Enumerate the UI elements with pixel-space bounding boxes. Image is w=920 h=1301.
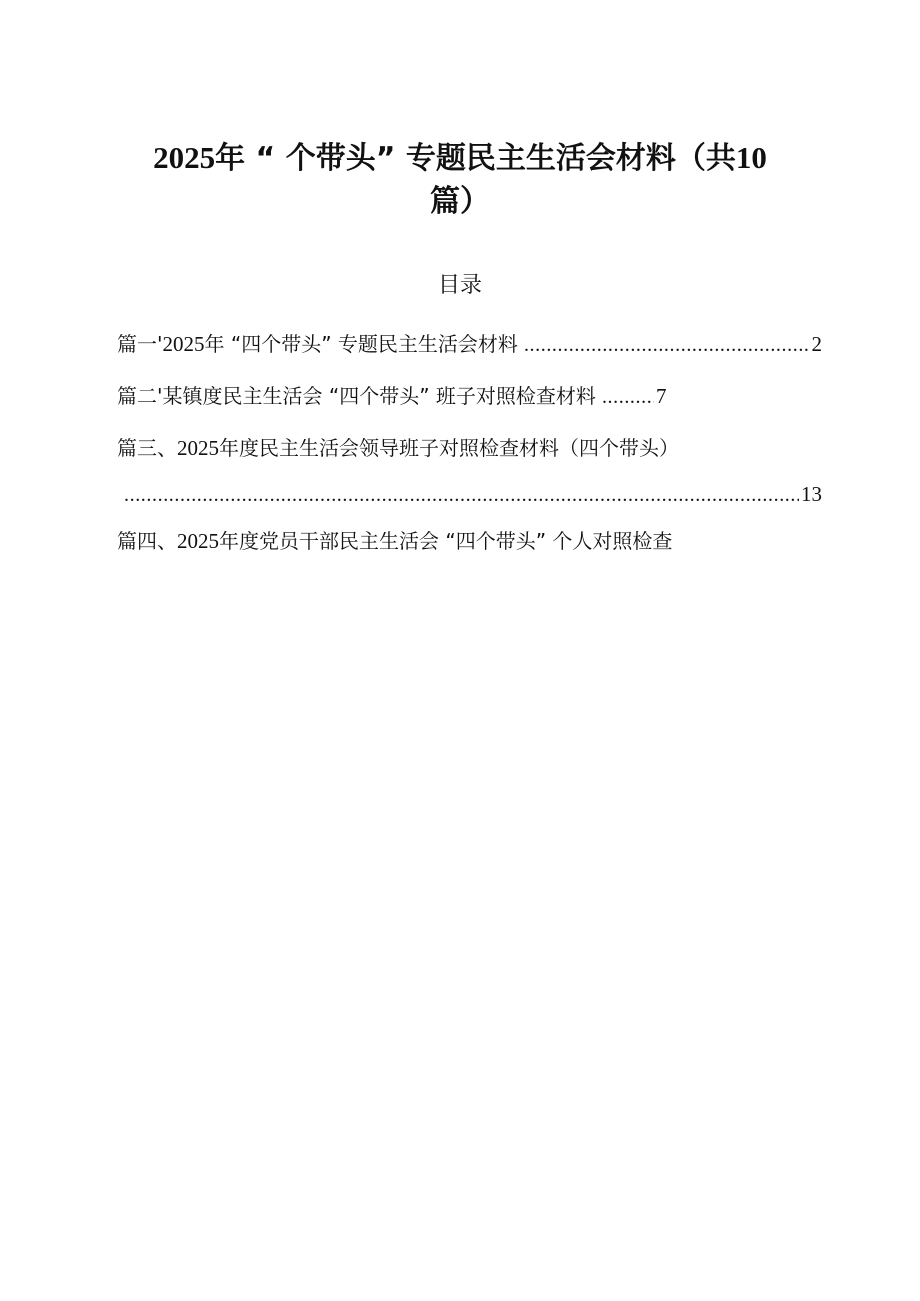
toc-entry-4-label: 篇四、2025年度党员干部民主生活会 “四个带头” 个人对照检查 [117,529,673,553]
toc-entry-2-label: 篇二'某镇度民主生活会 “四个带头” 班子对照检查材料 [117,384,596,408]
toc-leader-dots [602,379,654,414]
title-text-line2: 篇） [430,184,490,219]
toc-entry-3[interactable] [117,430,822,466]
title-count: 10 [735,140,767,175]
toc-entry-1-page: 2 [811,332,822,356]
toc-heading: 目录 [437,273,482,298]
toc-entry-4[interactable] [117,523,822,559]
toc-entry-1-label: 篇一'2025年 “四个带头” 专题民主生活会材料 [117,332,518,356]
document-title-continued [110,160,810,219]
toc-entry-3-page: 13 [801,482,822,506]
toc-entry-3-continuation[interactable] [124,476,822,512]
toc-leader-dots [524,327,810,362]
toc-entry-3-label: 篇三、2025年度民主生活会领导班子对照检查材料（四个带头） [117,436,679,460]
title-text: 年 “ 个带头” 专题民主生活会材料（共 [215,141,736,176]
toc-entry-2[interactable] [117,378,822,414]
toc-leader-dots [124,477,799,512]
toc-entry-2-page: 7 [655,384,667,408]
toc-entry-1[interactable] [117,326,822,362]
title-year: 2025 [153,140,216,175]
